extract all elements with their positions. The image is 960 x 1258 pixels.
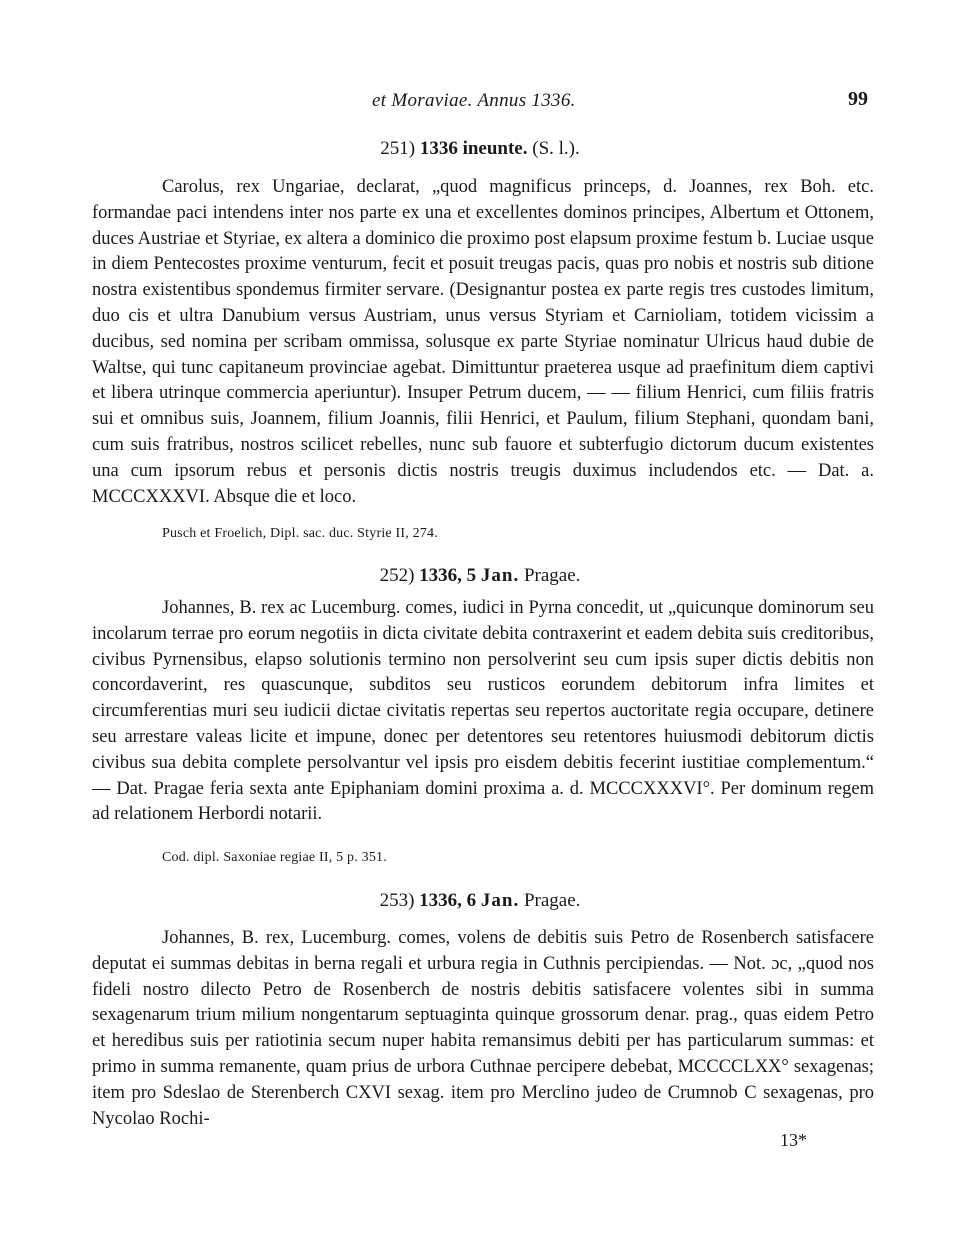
- entry-date: 1336 ineunte.: [419, 138, 528, 159]
- entry-text: Carolus, rex Ungariae, declarat, „quod magnificus princeps, d. Joannes, rex Boh. etc. formandae paci intendens inter nos parte ex una et excellentes dominos principes, Albertum et Ottonem, duces Austriae et Styriae, ex altera a dominico die proximo post elapsum proxime festum b. Luciae usque in diem Pentecostes proxime venturum, fecit et posuit treugas pacis, quas pro nobis et nostris sub ditione nostra existentibus spondemus firmiter servare. (Designantur postea ex parte regis tres custodes limitum, duo cis et ultra Danubium versus Austriam, unus versus Styriam et Carnioliam, totidem vicissim a ducibus, sed nomina per scribam ommissa, solusque ex parte Styriae nominatur Ulricus haud dubie de Waltse, qui tunc capitaneum provinciae agebat. Dimittuntur praeterea usque ad praefinitum diem captivi et libera utrinque commercia aperiuntur). Insuper Petrum ducem, — — filium Henrici, cum filiis fratris sui et omnibus suis, Joannem, filium Joannis, filii Henrici, et Paulum, filium Stephani, quondam bani, cum suis fratribus, nostros scilicet rebelles, nunc sub fauore et subterfugio dictorum ducum existentes una cum ipsorum rebus et personis dictis nostris treugis duximus includendos etc. — Dat. a. MCCCXXXVI. Absque die et loco.: [92, 177, 874, 507]
- entry-number: 251): [380, 138, 416, 159]
- entry-date: 1336, 6: [419, 890, 477, 911]
- running-title: et Moraviae. Annus 1336.: [372, 90, 576, 111]
- entry-place: (S. l.).: [532, 138, 580, 159]
- page-number: 99: [848, 88, 868, 110]
- entry-number: 253): [379, 890, 415, 911]
- entry-text: Johannes, B. rex ac Lucemburg. comes, iudici in Pyrna concedit, ut „quicunque dominorum seu incolarum terrae pro eorum negotiis in dicta civitate debita contraxerint et eadem debita suis creditoribus, civibus Pyrnensibus, elapso solutionis termino non persolverint seu cum ipsis super dictis debitis non concordaverint, res quascunque, subditos seu rusticos eorundem debitorum infra limites et circumferentias muri seu iudicii dictae civitatis repertas seu repertos auctoritate regia occupare, detinere seu arrestare valeas licite et impune, donec per detentores seu retentores huiusmodi debitorum dictis civibus sua debita complete persolvantur vel ipsis pro eisdem debitis fecerint iustitiae complementum.“ — Dat. Pragae feria sexta ante Epiphaniam domini proxima a. d. MCCCXXXVI°. Per dominum regem ad relationem Herbordi notarii.: [92, 598, 874, 825]
- entry-heading: [0, 138, 960, 160]
- entry-heading: [0, 890, 960, 912]
- entry-citation: Cod. dipl. Saxoniae regiae II, 5 p. 351.: [162, 850, 387, 865]
- entry-text: Johannes, B. rex, Lucemburg. comes, volens de debitis suis Petro de Rosenberch satisfacere deputat ei summas debitas in berna regali et urbura regia in Cuthnis percipiendas. — Not. ɔc, „quod nos fideli nostro dilecto Petro de Rosenberch de nostris debitis satisfacere volentes sibi in summa sexagenarum trium milium nongentarum septuaginta quinque grossorum denar. prag., quas eidem Petro et heredibus suis per ratiotinia secum nuper habita remansimus debiti per has particularum summas: et primo in summa remanente, quam prius de urbora Cuthnae percipere debebat, MCCCCLXX° sexagenas; item pro Sdeslao de Sterenberch CXVI sexag. item pro Merclino judeo de Crumnob C sexagenas, pro Nycolao Rochi-: [92, 928, 874, 1129]
- signature-mark: 13*: [780, 1130, 807, 1150]
- entry-month: Jan.: [480, 565, 520, 586]
- entry-number: 252): [379, 565, 415, 586]
- entry-month: Jan.: [480, 890, 520, 911]
- entry-heading: [0, 565, 960, 587]
- entry-date: 1336, 5: [419, 565, 477, 586]
- entry-place: Pragae.: [523, 565, 581, 586]
- entry-place: Pragae.: [523, 890, 581, 911]
- running-head: [0, 88, 960, 118]
- entry-citation: Pusch et Froelich, Dipl. sac. duc. Styrie II, 274.: [162, 526, 438, 541]
